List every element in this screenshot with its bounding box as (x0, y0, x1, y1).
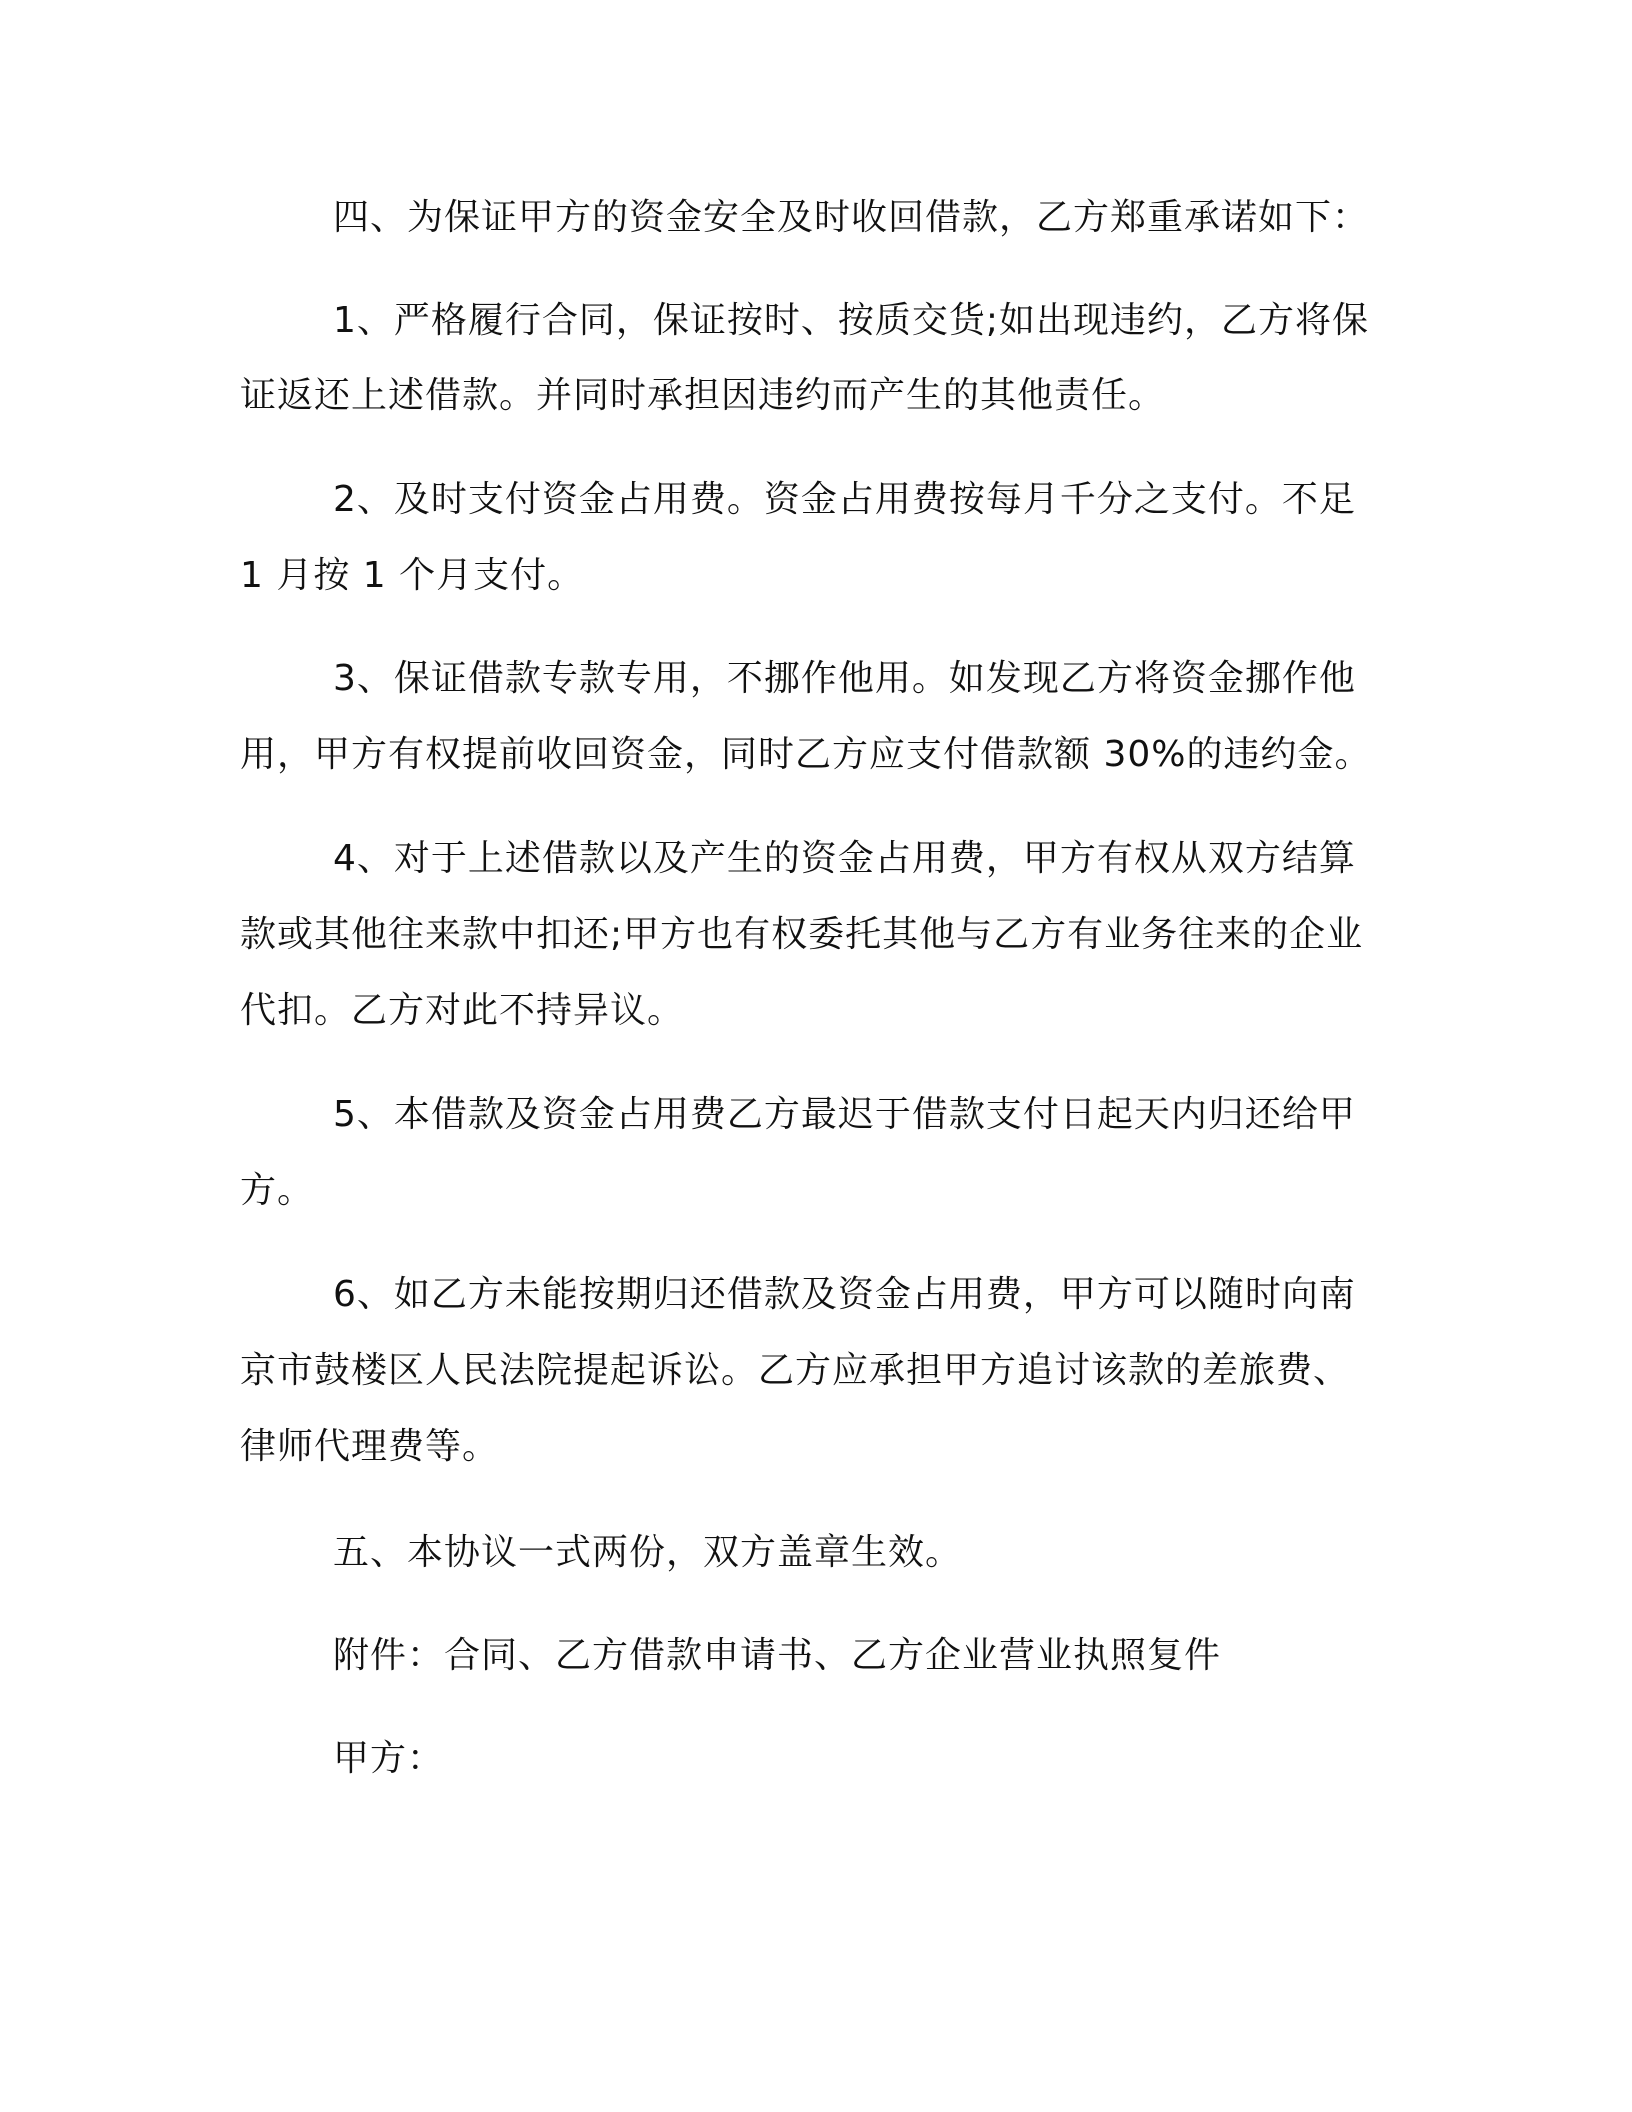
item-5-line-1: 5、本借款及资金占用费乙方最迟于借款支付日起天内归还给甲 (333, 1094, 1356, 1135)
item-2-line-2: 1 月按 1 个月支付。 (240, 555, 585, 596)
item-4-line-2: 款或其他往来款中扣还;甲方也有权委托其他与乙方有业务往来的企业 (240, 914, 1364, 955)
section-four-heading: 四、为保证甲方的资金安全及时收回借款，乙方郑重承诺如下： (333, 197, 1370, 238)
item-2-line-1: 2、及时支付资金占用费。资金占用费按每月千分之支付。不足 (333, 479, 1356, 520)
item-5-line-2: 方。 (240, 1170, 315, 1211)
item-3-line-1: 3、保证借款专款专用，不挪作他用。如发现乙方将资金挪作他 (333, 658, 1356, 699)
section-five: 五、本协议一式两份，双方盖章生效。 (333, 1532, 963, 1573)
attachments-line: 附件：合同、乙方借款申请书、乙方企业营业执照复件 (333, 1635, 1222, 1676)
item-4-line-1: 4、对于上述借款以及产生的资金占用费，甲方有权从双方结算 (333, 838, 1356, 879)
item-6-line-2: 京市鼓楼区人民法院提起诉讼。乙方应承担甲方追讨该款的差旅费、 (240, 1350, 1351, 1391)
item-6-line-3: 律师代理费等。 (240, 1426, 500, 1467)
item-3-line-2: 用，甲方有权提前收回资金，同时乙方应支付借款额 30%的违约金。 (240, 734, 1372, 775)
item-6-line-1: 6、如乙方未能按期归还借款及资金占用费，甲方可以随时向南 (333, 1274, 1356, 1315)
item-4-line-3: 代扣。乙方对此不持异议。 (240, 990, 685, 1031)
item-1-line-1: 1、严格履行合同，保证按时、按质交货;如出现违约，乙方将保 (333, 300, 1370, 341)
party-a-label: 甲方： (333, 1738, 445, 1779)
item-1-line-2: 证返还上述借款。并同时承担因违约而产生的其他责任。 (240, 375, 1166, 416)
